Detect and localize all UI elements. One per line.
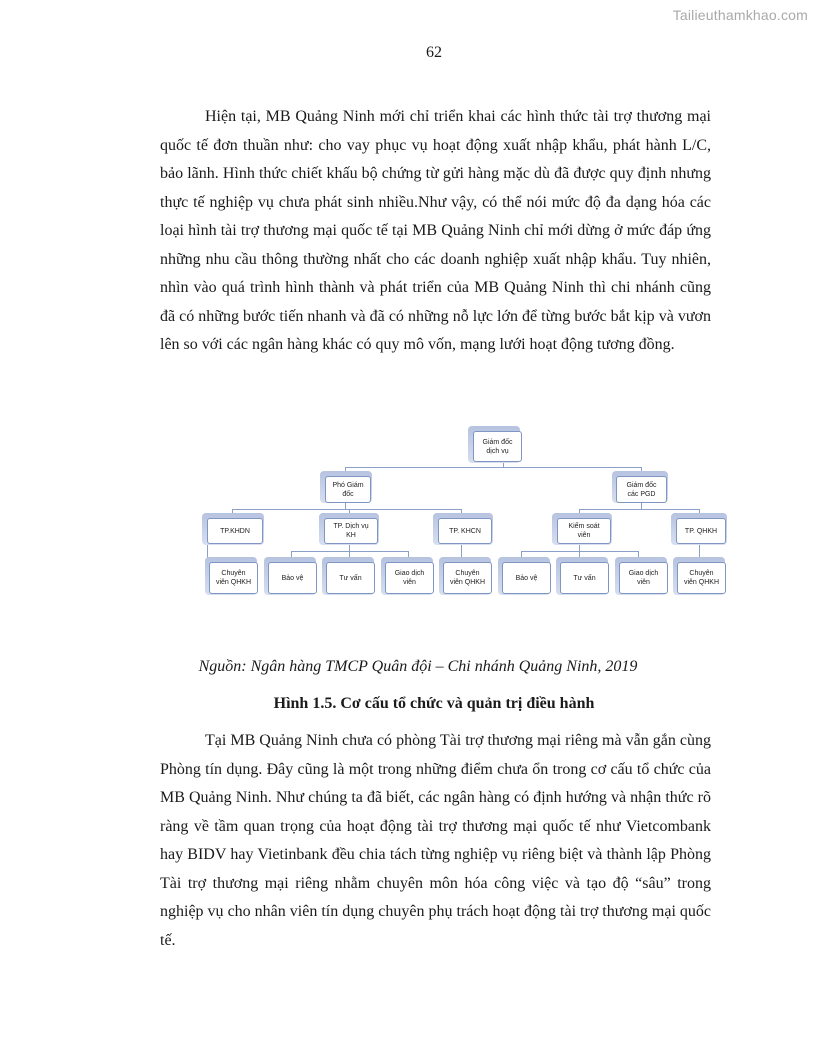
connector-line [579,509,700,510]
tp-khdn-box: TP.KHDN [207,518,263,544]
connector-line [345,467,641,468]
kiem-soat-vien-box: Kiểm soát viên [557,518,611,544]
paragraph-1: Hiện tại, MB Quảng Ninh mới chỉ triển khai các hình thức tài trợ thương mại quốc tế đơn thuần như: cho vay phục vụ hoạt động xuất nhập khẩu, phát hành L/C, bảo lãnh. Hình thức chiết khấu bộ chứng từ gửi hàng mặc dù đã được quy định nhưng thực tế nghiệp vụ chưa phát sinh nhiều.Như vậy, có thể nói mức độ đa dạng hóa các loại hình tài trợ thương mại quốc tế tại MB Quảng Ninh chỉ mới dừng ở mức đáp ứng những nhu cầu thông thường nhất cho các doanh nghiệp xuất nhập khẩu. Tuy nhiên, nhìn vào quá trình hình thành và phát triển của MB Quảng Ninh thì chi nhánh cũng đã có những bước tiến nhanh và đã có những nỗ lực lớn để từng bước bắt kịp và vươn lên so với các ngân hàng khác có quy mô vốn, mạng lưới hoạt động tương đồng. [160,108,711,353]
tp-khcn-box: TP. KHCN [438,518,492,544]
giao-dich-vien-box: Giao dịch viên [619,562,668,594]
deputy-director-box: Phó Giám đốc [325,476,371,503]
tp-dich-vu-kh-box: TP. Dịch vụ KH [324,518,378,544]
connector-line [641,502,642,509]
giao-dich-vien-box: Giao dịch viên [385,562,434,594]
figure-caption: Hình 1.5. Cơ cấu tổ chức và quản trị điều hành [273,695,595,712]
connector-line [521,551,639,552]
connector-line [345,502,346,509]
watermark: Tailieuthamkhao.com [672,7,808,23]
tu-van-box: Tư vấn [560,562,609,594]
director-box: Giám đốc dịch vụ [473,431,522,462]
tu-van-box: Tư vấn [326,562,375,594]
org-chart [202,424,730,600]
connector-line [232,509,462,510]
bao-ve-box: Bảo vệ [502,562,551,594]
paragraph-2: Tại MB Quảng Ninh chưa có phòng Tài trợ thương mại riêng mà vẫn gắn cùng Phòng tín dụng. Đây cũng là một trong những điểm chưa ổn trong cơ cấu tổ chức của MB Quảng Ninh. Như chúng ta đã biết, các ngân hàng có định hướng và nhận thức rõ ràng về tầm quan trọng của hoạt động tài trợ thương mại quốc tế như Vietcombank hay BIDV hay Vietinbank đều chia tách từng nghiệp vụ riêng biệt và thành lập Phòng Tài trợ thương mại riêng nhằm chuyên môn hóa công việc và tạo độ “sâu” trong nghiệp vụ cho nhân viên tín dụng chuyên phụ trách hoạt động tài trợ thương mại quốc tế. [160,732,711,949]
bao-ve-box: Bảo vệ [268,562,317,594]
chuyen-vien-qhkh-box: Chuyên viên QHKH [443,562,492,594]
connector-line [291,551,409,552]
chuyen-vien-qhkh-box: Chuyên viên QHKH [209,562,258,594]
chuyen-vien-qhkh-box: Chuyên viên QHKH [677,562,726,594]
pgd-director-box: Giám đốc các PGD [616,476,667,503]
page-number: 62 [426,44,442,61]
tp-qhkh-box: TP. QHKH [676,518,726,544]
source-note: Nguồn: Ngân hàng TMCP Quân đội – Chi nhánh Quảng Ninh, 2019 [198,658,638,675]
